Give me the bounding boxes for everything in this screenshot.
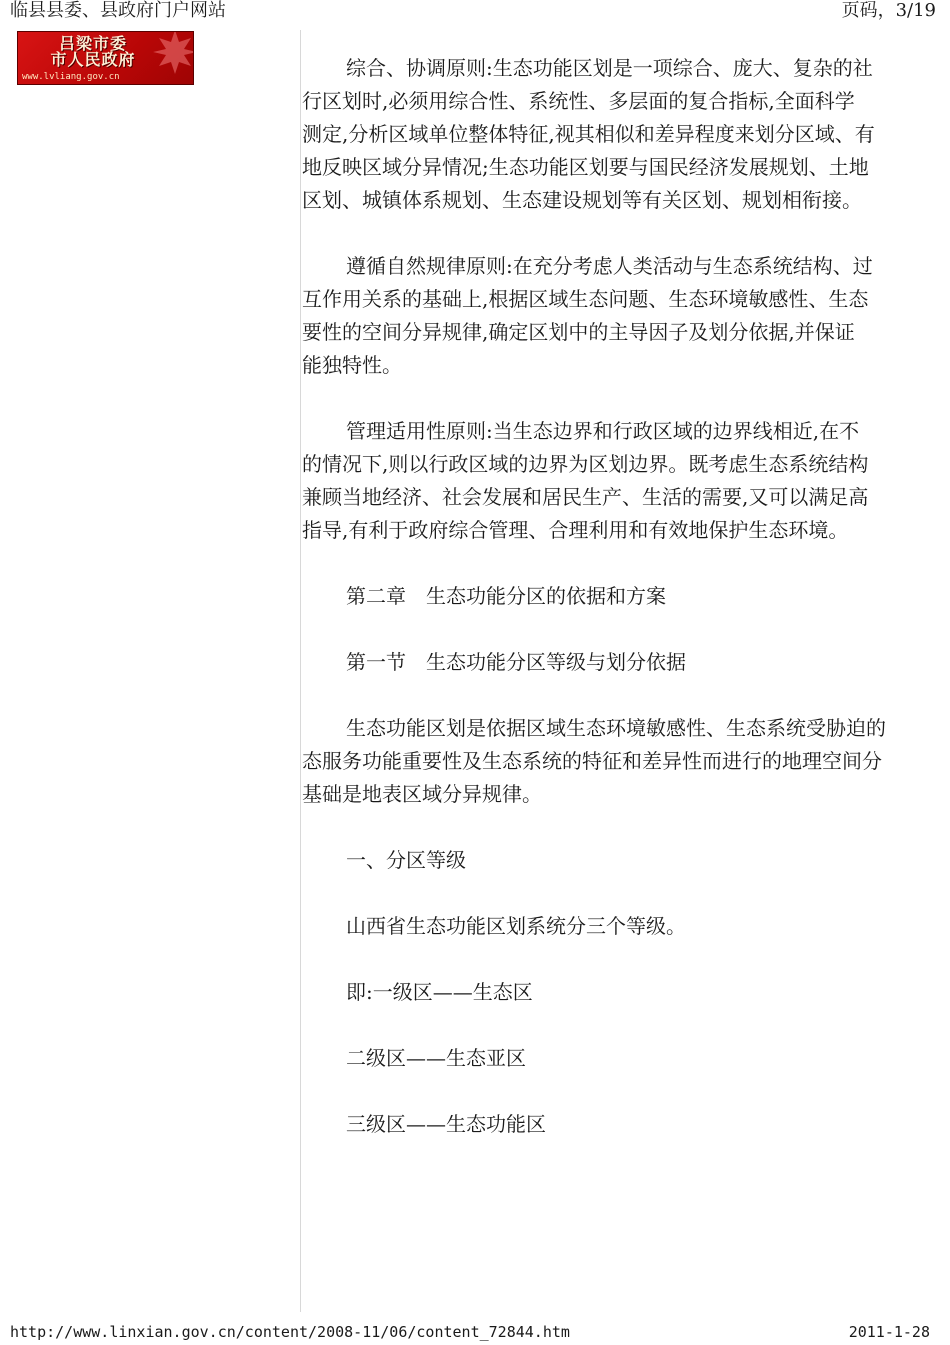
text-line: 基础是地表区域分异规律。	[302, 782, 542, 806]
text-line: 遵循自然规律原则:在充分考虑人类活动与生态系统结构、过	[346, 254, 873, 278]
site-title: 临县县委、县政府门户网站	[10, 0, 226, 21]
footer-date: 2011-1-28	[848, 1323, 930, 1341]
text-line: 山西省生态功能区划系统分三个等级。	[346, 914, 686, 938]
text-line: 二级区——生态亚区	[346, 1046, 526, 1070]
text-line: 生态功能区划是依据区域生态环境敏感性、生态系统受胁迫的	[346, 716, 886, 740]
page-indicator: 页码，3/19	[841, 0, 936, 21]
paragraph-management-principle	[302, 415, 932, 547]
footer-url[interactable]: http://www.linxian.gov.cn/content/2008-11/06/content_72844.htm	[10, 1323, 570, 1341]
text-line: 互作用关系的基础上,根据区域生态问题、生态环境敏感性、生态	[302, 287, 869, 311]
text-line: 的情况下,则以行政区域的边界为区划边界。既考虑生态系统结构	[302, 452, 869, 476]
paragraph-levels-intro	[302, 910, 932, 943]
paragraph-zoning-basis	[302, 712, 932, 811]
heading-text: 一、分区等级	[346, 848, 466, 872]
text-line: 管理适用性原则:当生态边界和行政区域的边界线相近,在不	[346, 419, 860, 443]
text-line: 要性的空间分异规律,确定区划中的主导因子及划分依据,并保证	[302, 320, 855, 344]
logo-title-line1: 吕梁市委	[58, 34, 127, 53]
text-line: 地反映区域分异情况;生态功能区划要与国民经济发展规划、土地	[302, 155, 869, 179]
paragraph-coordination-principle	[302, 52, 932, 217]
text-line: 区划、城镇体系规划、生态建设规划等有关区划、规划相衔接。	[302, 188, 862, 212]
paragraph-natural-law-principle	[302, 250, 932, 382]
content-divider	[300, 30, 301, 1312]
logo-banner[interactable]	[17, 31, 194, 85]
text-line: 指导,有利于政府综合管理、合理利用和有效地保护生态环境。	[302, 518, 849, 542]
heading-text: 第二章 生态功能分区的依据和方案	[346, 584, 666, 608]
level-three-item	[302, 1108, 932, 1141]
text-line: 综合、协调原则:生态功能区划是一项综合、庞大、复杂的社	[346, 56, 873, 80]
level-two-item	[302, 1042, 932, 1075]
text-line: 兼顾当地经济、社会发展和居民生产、生活的需要,又可以满足高	[302, 485, 869, 509]
text-line: 能独特性。	[302, 353, 402, 377]
article-body	[302, 52, 932, 1174]
heading-text: 第一节 生态功能分区等级与划分依据	[346, 650, 686, 674]
logo-title-line2: 市人民政府	[50, 50, 136, 69]
text-line: 态服务功能重要性及生态系统的特征和差异性而进行的地理空间分	[302, 749, 882, 773]
section-heading	[302, 646, 932, 679]
text-line: 即:一级区——生态区	[346, 980, 533, 1004]
level-one-item	[302, 976, 932, 1009]
text-line: 测定,分析区域单位整体特征,视其相似和差异程度来划分区域、有	[302, 122, 875, 146]
subsection-heading	[302, 844, 932, 877]
logo-url: www.lvliang.gov.cn	[22, 72, 120, 82]
text-line: 三级区——生态功能区	[346, 1112, 546, 1136]
chapter-heading	[302, 580, 932, 613]
text-line: 行区划时,必须用综合性、系统性、多层面的复合指标,全面科学	[302, 89, 855, 113]
